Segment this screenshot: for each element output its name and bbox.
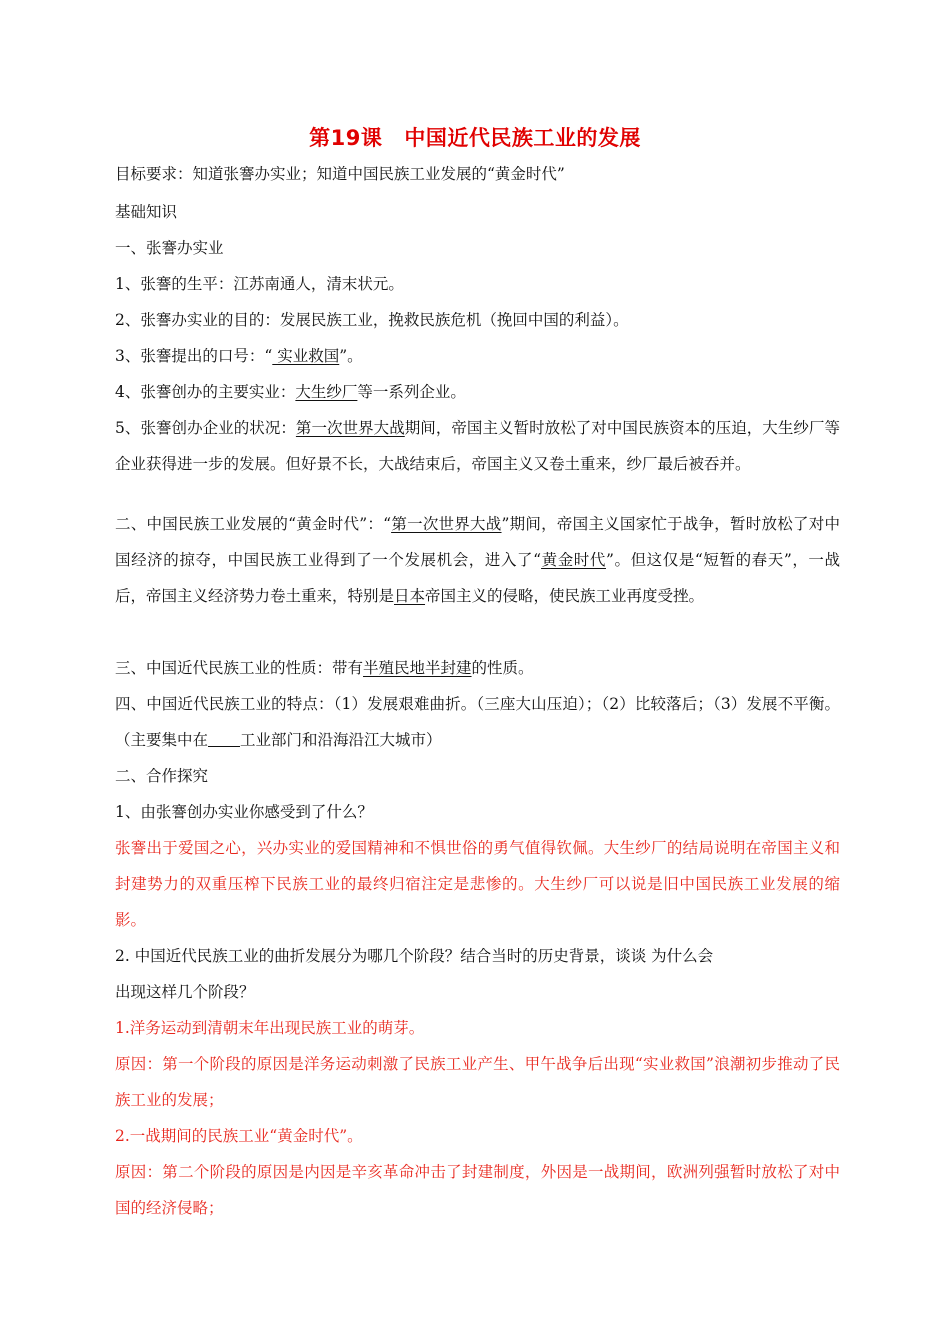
section1-item5 bbox=[115, 410, 840, 482]
coop-question-2-line2: 出现这样几个阶段？ bbox=[115, 983, 255, 1001]
item5-suffix: 期间，帝国主义暂时放松了对中国民族资本的压迫，大生纱厂等企业获得进一步的发展。但好景不长，大战结束后，帝国主义又卷土重来，纱厂最后被吞并。 bbox=[115, 419, 840, 473]
basics-heading: 基础知识 bbox=[115, 203, 178, 221]
section1-item1: 1、张謇的生平：江苏南通人，清末状元。 bbox=[115, 275, 404, 293]
section2-answer-3: 日本 bbox=[394, 587, 426, 605]
section1-item2: 2、张謇办实业的目的：发展民族工业，挽救民族危机（挽回中国的利益）。 bbox=[115, 311, 629, 329]
stage-2: 2.一战期间的民族工业“黄金时代”。 bbox=[115, 1127, 363, 1145]
section2-middle-2: ”。但这仅是“短暂的春天”，一战后，帝国主义经济势力卷土重来，特别是 bbox=[115, 551, 840, 605]
lesson-number: 第19课 bbox=[309, 126, 383, 150]
section3-prefix: 三、中国近代民族工业的性质：带有 bbox=[115, 659, 364, 677]
reason-2: 原因：第二个阶段的原因是内因是辛亥革命冲击了封建制度，外因是一战期间，欧洲列强暂时放松了对中国的经济侵略； bbox=[115, 1163, 840, 1217]
section4-paragraph bbox=[115, 686, 840, 758]
item3-answer: 实业救国 bbox=[272, 347, 340, 365]
page-title bbox=[0, 122, 950, 152]
item4-suffix: 等一系列企业。 bbox=[357, 383, 466, 401]
fill-blank[interactable] bbox=[208, 732, 240, 747]
section1-heading: 一、张謇办实业 bbox=[115, 239, 224, 257]
lesson-name: 中国近代民族工业的发展 bbox=[404, 126, 641, 150]
item3-prefix: 3、张謇提出的口号：“ bbox=[115, 347, 273, 365]
section4-prefix: 四、中国近代民族工业的特点：（1）发展艰难曲折。（三座大山压迫）；（2）比较落后；（3）发展不平衡。（主要集中在 bbox=[115, 695, 840, 749]
section2-answer-1: 第一次世界大战 bbox=[391, 515, 502, 533]
section2-suffix: 帝国主义的侵略，使民族工业再度受挫。 bbox=[425, 587, 705, 605]
section3-answer: 半殖民地半封建 bbox=[363, 659, 472, 677]
coop-question-2-line1: 2. 中国近代民族工业的曲折发展分为哪几个阶段？结合当时的历史背景，谈谈 为什么会 bbox=[115, 947, 714, 965]
section4-suffix: 工业部门和沿海沿江大城市） bbox=[240, 731, 442, 749]
coop-question-1: 1、由张謇创办实业你感受到了什么？ bbox=[115, 803, 373, 821]
section2-middle-1: ”期间，帝国主义国家忙于战争，暂时放松了对中国经济的掠夺，中国民族工业得到了一个发展机会，进入了“ bbox=[115, 515, 840, 569]
item4-prefix: 4、张謇创办的主要实业： bbox=[115, 383, 296, 401]
reason-1: 原因：第一个阶段的原因是洋务运动刺激了民族工业产生、甲午战争后出现“实业救国”浪潮初步推动了民族工业的发展； bbox=[115, 1055, 840, 1109]
coop-heading: 二、合作探究 bbox=[115, 767, 209, 785]
item5-answer: 第一次世界大战 bbox=[295, 419, 405, 437]
section2-answer-2: 黄金时代 bbox=[541, 551, 606, 569]
section3-suffix: 的性质。 bbox=[471, 659, 534, 677]
item5-prefix: 5、张謇创办企业的状况： bbox=[115, 419, 296, 437]
section3-paragraph bbox=[115, 650, 840, 686]
item3-suffix: ”。 bbox=[339, 347, 363, 365]
stage-1: 1.洋务运动到清朝末年出现民族工业的萌芽。 bbox=[115, 1019, 425, 1037]
coop-answer-1: 张謇出于爱国之心，兴办实业的爱国精神和不惧世俗的勇气值得钦佩。大生纱厂的结局说明在帝国主义和封建势力的双重压榨下民族工业的最终归宿注定是悲惨的。大生纱厂可以说是旧中国民族工业发展的缩影。 bbox=[115, 839, 840, 929]
section1-item4 bbox=[115, 374, 840, 410]
section1-item3 bbox=[115, 338, 840, 374]
item4-answer: 大生纱厂 bbox=[295, 383, 358, 401]
section2-paragraph bbox=[115, 506, 840, 614]
goal-text: 目标要求：知道张謇办实业；知道中国民族工业发展的“黄金时代” bbox=[115, 165, 565, 183]
section2-prefix: 二、中国民族工业发展的“黄金时代”：“ bbox=[115, 515, 392, 533]
